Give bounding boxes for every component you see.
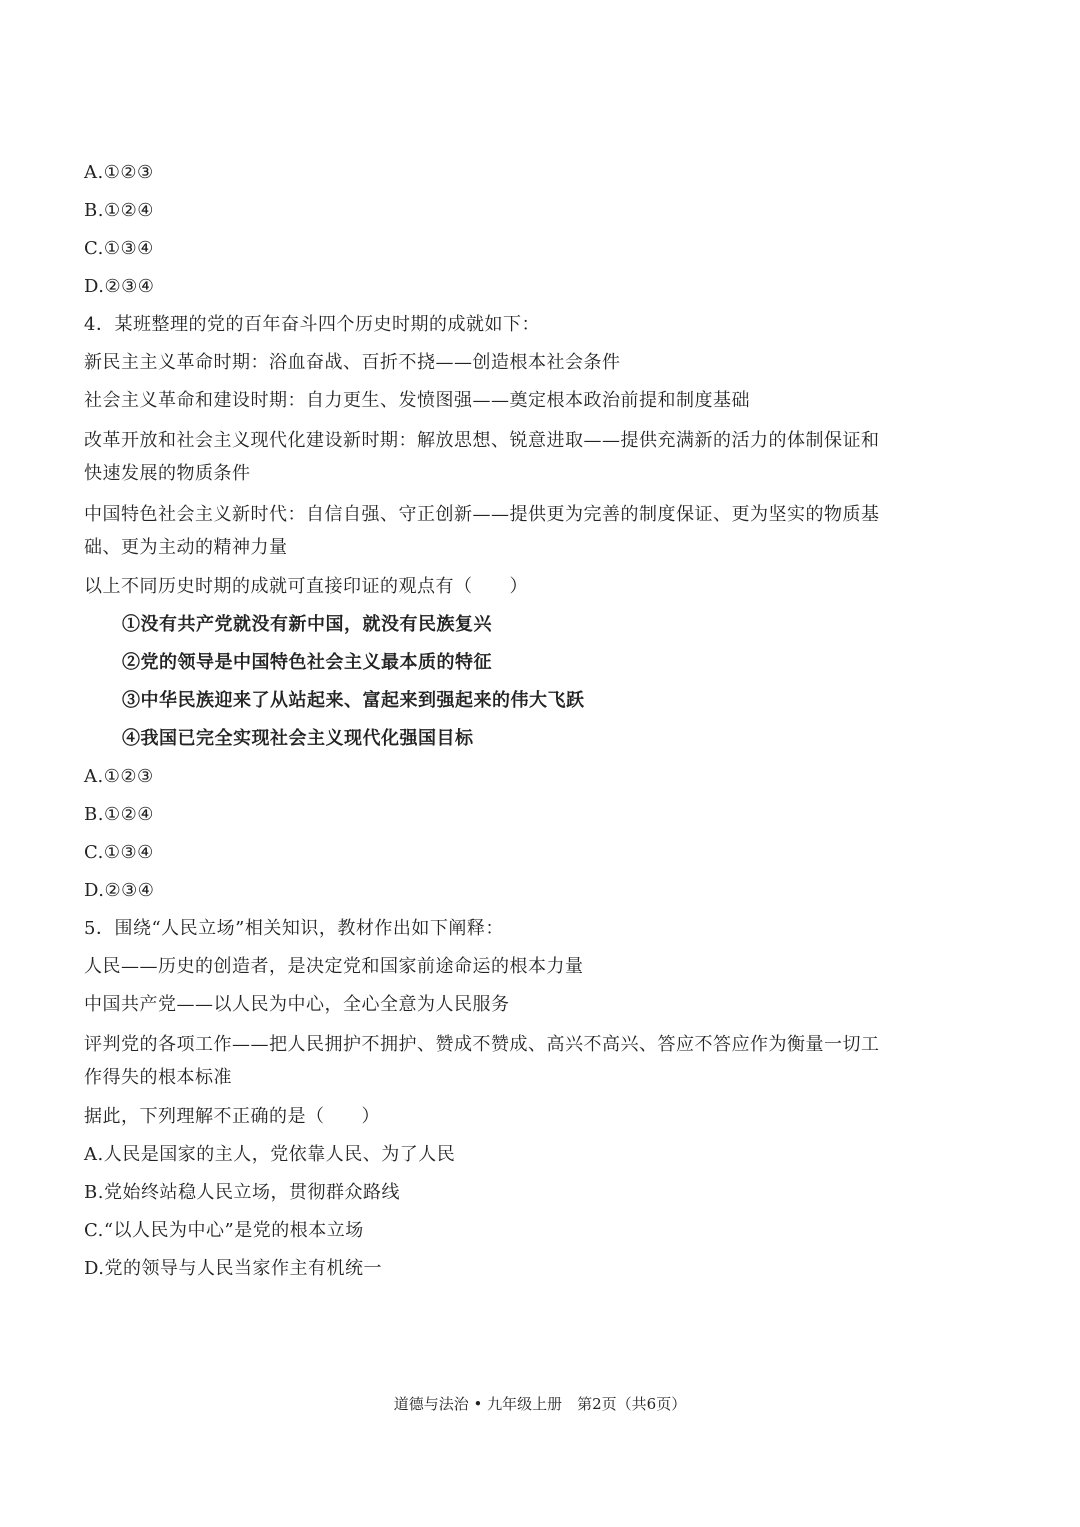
- q4-period-4: 中国特色社会主义新时代：自信自强、守正创新——提供更为完善的制度保证、更为坚实的物质基础、更为主动的精神力量: [84, 504, 880, 558]
- q3-option-c: C.①③④: [84, 238, 154, 259]
- q4-option-c: C.①③④: [84, 842, 154, 863]
- q5-point-1: 人民——历史的创造者，是决定党和国家前途命运的根本力量: [84, 956, 584, 977]
- exam-page-content: [84, 158, 884, 1292]
- q5-point-2: 中国共产党——以人民为中心，全心全意为人民服务: [84, 994, 510, 1015]
- question-5: [84, 914, 884, 1284]
- q4-statement-4: ④我国已完全实现社会主义现代化强国目标: [122, 728, 474, 749]
- q5-stem: 5．围绕“人民立场”相关知识，教材作出如下阐释：: [84, 918, 504, 939]
- q4-option-d: D.②③④: [84, 880, 155, 901]
- q4-period-3: 改革开放和社会主义现代化建设新时期：解放思想、锐意进取——提供充满新的活力的体制保证和快速发展的物质条件: [84, 430, 880, 484]
- q4-stem: 4．某班整理的党的百年奋斗四个历史时期的成就如下：: [84, 314, 540, 335]
- q4-period-1: 新民主主义革命时期：浴血奋战、百折不挠——创造根本社会条件: [84, 352, 621, 373]
- q4-statement-3: ③中华民族迎来了从站起来、富起来到强起来的伟大飞跃: [122, 690, 585, 711]
- q5-option-c: C.“以人民为中心”是党的根本立场: [84, 1220, 364, 1241]
- q4-period-2: 社会主义革命和建设时期：自力更生、发愤图强——奠定根本政治前提和制度基础: [84, 390, 750, 411]
- q5-option-b: B.党始终站稳人民立场，贯彻群众路线: [84, 1182, 400, 1203]
- question-4: [84, 310, 884, 906]
- q3-option-a: A.①②③: [84, 162, 154, 183]
- q3-option-b: B.①②④: [84, 200, 154, 221]
- page-footer: 道德与法治 • 九年级上册 第2页（共6页）: [393, 1395, 687, 1413]
- q5-option-a: A.人民是国家的主人，党依靠人民、为了人民: [84, 1144, 456, 1165]
- q5-point-3: 评判党的各项工作——把人民拥护不拥护、赞成不赞成、高兴不高兴、答应不答应作为衡量一切工作得失的根本标准: [84, 1034, 880, 1088]
- q5-option-d: D.党的领导与人民当家作主有机统一: [84, 1258, 383, 1279]
- q3-options: [84, 158, 884, 302]
- q4-statement-2: ②党的领导是中国特色社会主义最本质的特征: [122, 652, 492, 673]
- q4-option-a: A.①②③: [84, 766, 154, 787]
- q3-option-d: D.②③④: [84, 276, 155, 297]
- q4-option-b: B.①②④: [84, 804, 154, 825]
- q5-question: 据此，下列理解不正确的是（ ）: [84, 1106, 380, 1127]
- q4-question: 以上不同历史时期的成就可直接印证的观点有（ ）: [84, 576, 528, 597]
- q4-statement-1: ①没有共产党就没有新中国，就没有民族复兴: [122, 614, 492, 635]
